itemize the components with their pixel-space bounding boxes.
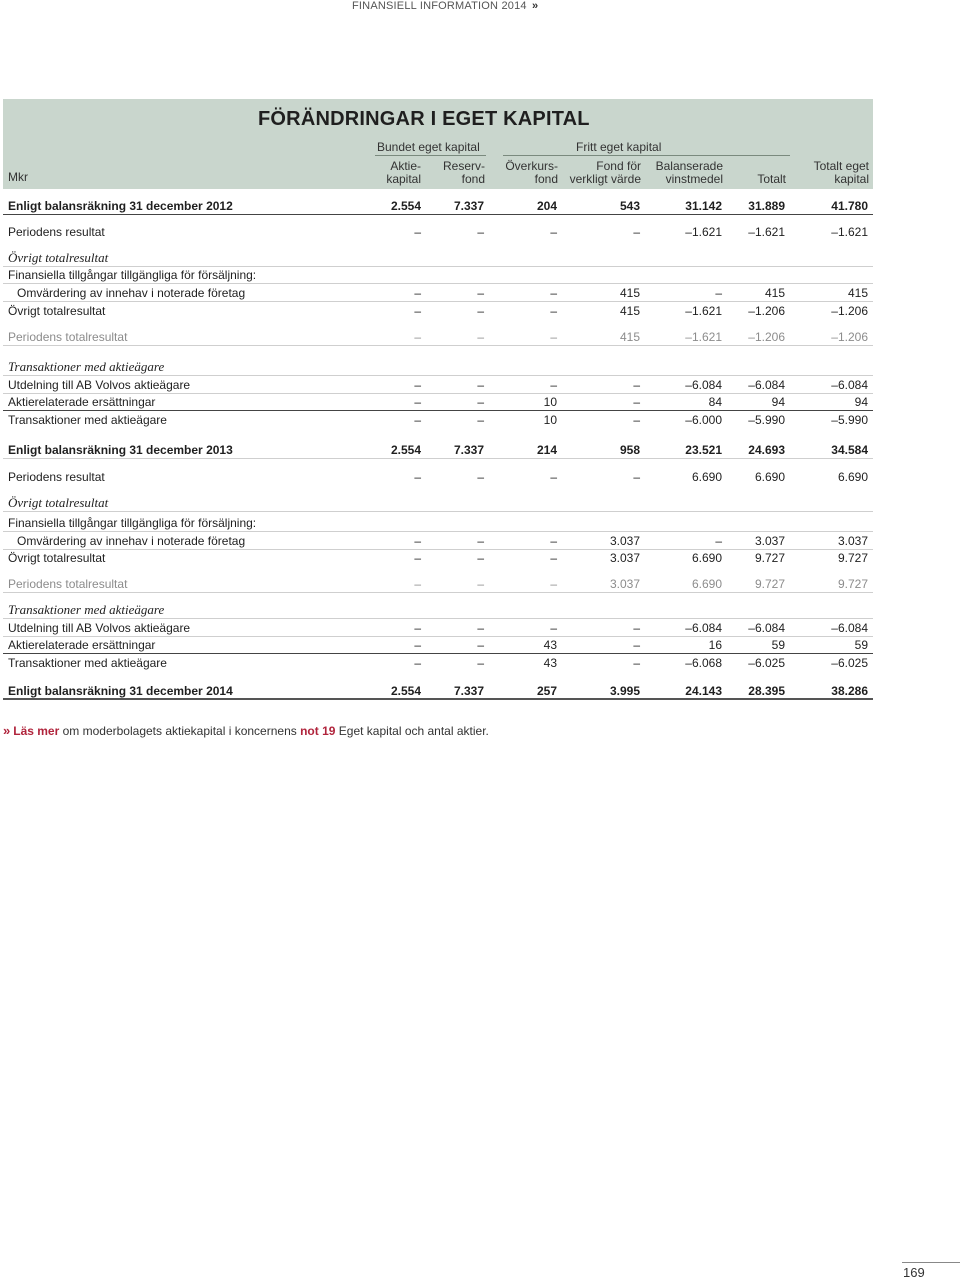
- table-row: [3, 682, 873, 700]
- row-label: Aktierelaterade ersättningar: [8, 395, 156, 409]
- cell-fond-verkligt-varde: –: [633, 656, 640, 670]
- cell-fond-verkligt-varde: 415: [619, 286, 640, 300]
- cell-totalt-eget-kapital: 38.286: [831, 684, 868, 698]
- cell-totalt: 415: [764, 286, 785, 300]
- table-row: [3, 494, 873, 512]
- cell-totalt-eget-kapital: 9.727: [837, 551, 868, 565]
- cell-reservfond: 7.337: [453, 684, 484, 698]
- cell-totalt: 28.395: [748, 684, 785, 698]
- cell-fond-verkligt-varde: –: [633, 638, 640, 652]
- cell-totalt: 59: [771, 638, 785, 652]
- cell-totalt-eget-kapital: –6.084: [831, 621, 868, 635]
- row-label: Periodens resultat: [8, 225, 105, 239]
- cell-balanserade-vinstmedel: 16: [708, 638, 722, 652]
- table-row: [3, 514, 873, 532]
- cell-totalt: –1.206: [748, 304, 785, 318]
- col-header-totalt: Totalt: [757, 172, 786, 186]
- cell-aktiekapital: –: [414, 534, 421, 548]
- cell-overkursfond: 10: [543, 395, 557, 409]
- cell-fond-verkligt-varde: –: [633, 413, 640, 427]
- group-fritt-label: Fritt eget kapital: [576, 140, 662, 154]
- table-row: [3, 654, 873, 672]
- cell-totalt: 9.727: [754, 551, 785, 565]
- cell-balanserade-vinstmedel: 6.690: [691, 551, 722, 565]
- cell-totalt-eget-kapital: –1.206: [831, 330, 868, 344]
- cell-fond-verkligt-varde: –: [633, 621, 640, 635]
- cell-totalt: 24.693: [748, 443, 785, 457]
- cell-overkursfond: –: [550, 330, 557, 344]
- cell-totalt-eget-kapital: –5.990: [831, 413, 868, 427]
- cell-fond-verkligt-varde: 3.037: [609, 534, 640, 548]
- col-header-balanserade-vinstmedel: Balanserade vinstmedel: [655, 159, 723, 186]
- cell-balanserade-vinstmedel: –6.084: [685, 378, 722, 392]
- cell-totalt: 3.037: [754, 534, 785, 548]
- cell-totalt: –6.084: [748, 378, 785, 392]
- cell-totalt-eget-kapital: –6.025: [831, 656, 868, 670]
- cell-overkursfond: –: [550, 225, 557, 239]
- cell-aktiekapital: –: [414, 656, 421, 670]
- cell-overkursfond: –: [550, 304, 557, 318]
- cell-aktiekapital: –: [414, 577, 421, 591]
- double-chevron-right-icon: »: [531, 0, 539, 12]
- cell-totalt-eget-kapital: –1.621: [831, 225, 868, 239]
- cell-totalt-eget-kapital: 9.727: [837, 577, 868, 591]
- cell-aktiekapital: –: [414, 225, 421, 239]
- cell-balanserade-vinstmedel: –1.621: [685, 304, 722, 318]
- cell-overkursfond: –: [550, 577, 557, 591]
- table-row: [3, 223, 873, 241]
- table-row: [3, 393, 873, 411]
- cell-aktiekapital: –: [414, 413, 421, 427]
- cell-overkursfond: 10: [543, 413, 557, 427]
- table-row: [3, 284, 873, 302]
- page-title: FÖRÄNDRINGAR I EGET KAPITAL: [258, 108, 590, 130]
- cell-fond-verkligt-varde: 415: [619, 304, 640, 318]
- cell-totalt-eget-kapital: 59: [854, 638, 868, 652]
- cell-reservfond: –: [477, 413, 484, 427]
- col-header-reservfond: Reserv- fond: [442, 159, 485, 186]
- row-label: Övrigt totalresultat: [8, 304, 106, 318]
- cell-aktiekapital: 2.554: [390, 199, 421, 213]
- cell-totalt-eget-kapital: 415: [847, 286, 868, 300]
- cell-aktiekapital: –: [414, 551, 421, 565]
- group-bundet-divider: [375, 155, 486, 156]
- table-row: [3, 411, 873, 429]
- row-label: Enligt balansräkning 31 december 2014: [8, 684, 233, 698]
- table-row: [3, 302, 873, 320]
- row-label: Utdelning till AB Volvos aktieägare: [8, 378, 191, 392]
- cell-fond-verkligt-varde: 3.037: [609, 577, 640, 591]
- cell-fond-verkligt-varde: 3.995: [609, 684, 640, 698]
- cell-overkursfond: –: [550, 286, 557, 300]
- cell-balanserade-vinstmedel: 23.521: [685, 443, 722, 457]
- cell-reservfond: –: [477, 656, 484, 670]
- row-label: Periodens totalresultat: [8, 577, 128, 591]
- note-reference-link[interactable]: not 19: [300, 724, 336, 738]
- cell-aktiekapital: –: [414, 378, 421, 392]
- cell-balanserade-vinstmedel: –6.000: [685, 413, 722, 427]
- cell-totalt-eget-kapital: 6.690: [837, 470, 868, 484]
- cell-totalt: 6.690: [754, 470, 785, 484]
- running-header: [352, 0, 538, 12]
- cell-balanserade-vinstmedel: –1.621: [685, 330, 722, 344]
- cell-reservfond: –: [477, 534, 484, 548]
- cell-aktiekapital: –: [414, 395, 421, 409]
- running-header-text: FINANSIELL INFORMATION 2014: [352, 0, 527, 12]
- cell-fond-verkligt-varde: –: [633, 470, 640, 484]
- footnote-middle: om moderbolagets aktiekapital i koncernens: [62, 724, 297, 738]
- row-label: Transaktioner med aktieägare: [8, 656, 167, 670]
- row-label: Övrigt totalresultat: [8, 551, 106, 565]
- group-fritt-divider: [503, 155, 790, 156]
- cell-fond-verkligt-varde: 958: [619, 443, 640, 457]
- row-label: Omvärdering av innehav i noterade företag: [17, 286, 246, 300]
- table-row: [3, 376, 873, 394]
- cell-totalt-eget-kapital: 34.584: [831, 443, 868, 457]
- cell-fond-verkligt-varde: 543: [619, 199, 640, 213]
- table-row: [3, 249, 873, 267]
- page-number-rule: [902, 1262, 960, 1263]
- mkr-label: Mkr: [8, 170, 28, 184]
- cell-balanserade-vinstmedel: 84: [708, 395, 722, 409]
- row-label: Övrigt totalresultat: [8, 250, 109, 265]
- cell-aktiekapital: –: [414, 304, 421, 318]
- cell-balanserade-vinstmedel: –1.621: [685, 225, 722, 239]
- double-chevron-right-icon: »: [3, 723, 11, 738]
- footnote: [3, 723, 489, 738]
- cell-reservfond: –: [477, 638, 484, 652]
- row-label: Finansiella tillgångar tillgängliga för försäljning:: [8, 268, 257, 282]
- cell-balanserade-vinstmedel: 6.690: [691, 470, 722, 484]
- cell-reservfond: 7.337: [453, 443, 484, 457]
- cell-aktiekapital: –: [414, 638, 421, 652]
- table-row: [3, 197, 873, 215]
- cell-overkursfond: –: [550, 470, 557, 484]
- row-label: Periodens totalresultat: [8, 330, 128, 344]
- cell-aktiekapital: 2.554: [390, 443, 421, 457]
- row-label: Finansiella tillgångar tillgängliga för försäljning:: [8, 516, 257, 530]
- cell-reservfond: –: [477, 395, 484, 409]
- col-header-overkursfond: Överkurs- fond: [505, 159, 558, 186]
- cell-fond-verkligt-varde: –: [633, 225, 640, 239]
- cell-overkursfond: 257: [536, 684, 557, 698]
- cell-fond-verkligt-varde: 415: [619, 330, 640, 344]
- cell-totalt-eget-kapital: –6.084: [831, 378, 868, 392]
- col-header-fond-verkligt-varde: Fond för verkligt värde: [569, 159, 641, 186]
- row-label: Transaktioner med aktieägare: [8, 602, 165, 617]
- table-row: [3, 441, 873, 459]
- table-row: [3, 358, 873, 376]
- cell-balanserade-vinstmedel: 6.690: [691, 577, 722, 591]
- cell-totalt-eget-kapital: 41.780: [831, 199, 868, 213]
- cell-aktiekapital: 2.554: [390, 684, 421, 698]
- cell-overkursfond: 43: [543, 656, 557, 670]
- row-label: Enligt balansräkning 31 december 2012: [8, 199, 233, 213]
- row-label: Övrigt totalresultat: [8, 495, 109, 510]
- cell-totalt: –6.084: [748, 621, 785, 635]
- cell-overkursfond: –: [550, 378, 557, 392]
- cell-totalt-eget-kapital: 94: [854, 395, 868, 409]
- cell-fond-verkligt-varde: –: [633, 378, 640, 392]
- footnote-tail: Eget kapital och antal aktier.: [338, 724, 489, 738]
- cell-reservfond: –: [477, 621, 484, 635]
- page-number: 169: [903, 1265, 925, 1280]
- row-label: Enligt balansräkning 31 december 2013: [8, 443, 233, 457]
- cell-balanserade-vinstmedel: –: [715, 534, 722, 548]
- cell-reservfond: –: [477, 577, 484, 591]
- cell-balanserade-vinstmedel: –: [715, 286, 722, 300]
- table-row: [3, 619, 873, 637]
- col-header-totalt-eget-kapital: Totalt eget kapital: [813, 159, 869, 186]
- cell-overkursfond: –: [550, 534, 557, 548]
- row-label: Transaktioner med aktieägare: [8, 413, 167, 427]
- cell-fond-verkligt-varde: 3.037: [609, 551, 640, 565]
- cell-overkursfond: 214: [536, 443, 557, 457]
- cell-totalt: 9.727: [754, 577, 785, 591]
- cell-aktiekapital: –: [414, 621, 421, 635]
- cell-totalt: –5.990: [748, 413, 785, 427]
- cell-reservfond: –: [477, 330, 484, 344]
- cell-totalt: 94: [771, 395, 785, 409]
- cell-aktiekapital: –: [414, 470, 421, 484]
- cell-balanserade-vinstmedel: 24.143: [685, 684, 722, 698]
- row-label: Utdelning till AB Volvos aktieägare: [8, 621, 191, 635]
- cell-balanserade-vinstmedel: 31.142: [685, 199, 722, 213]
- group-bundet-label: Bundet eget kapital: [377, 140, 480, 154]
- cell-fond-verkligt-varde: –: [633, 395, 640, 409]
- cell-aktiekapital: –: [414, 286, 421, 300]
- col-header-aktiekapital: Aktie- kapital: [386, 159, 421, 186]
- cell-reservfond: –: [477, 225, 484, 239]
- cell-reservfond: –: [477, 470, 484, 484]
- cell-totalt: –6.025: [748, 656, 785, 670]
- cell-totalt-eget-kapital: –1.206: [831, 304, 868, 318]
- cell-reservfond: –: [477, 551, 484, 565]
- table-row: [3, 266, 873, 284]
- read-more-link[interactable]: Läs mer: [13, 724, 60, 738]
- cell-overkursfond: –: [550, 621, 557, 635]
- cell-overkursfond: 43: [543, 638, 557, 652]
- cell-reservfond: –: [477, 286, 484, 300]
- cell-balanserade-vinstmedel: –6.068: [685, 656, 722, 670]
- table-row: [3, 468, 873, 486]
- cell-totalt: –1.206: [748, 330, 785, 344]
- table-row: [3, 575, 873, 593]
- cell-totalt: 31.889: [748, 199, 785, 213]
- table-row: [3, 549, 873, 567]
- cell-reservfond: –: [477, 378, 484, 392]
- row-label: Aktierelaterade ersättningar: [8, 638, 156, 652]
- cell-overkursfond: 204: [536, 199, 557, 213]
- cell-overkursfond: –: [550, 551, 557, 565]
- table-row: [3, 636, 873, 654]
- table-row: [3, 532, 873, 550]
- row-label: Omvärdering av innehav i noterade företag: [17, 534, 246, 548]
- cell-reservfond: –: [477, 304, 484, 318]
- table-row: [3, 601, 873, 619]
- cell-aktiekapital: –: [414, 330, 421, 344]
- cell-totalt: –1.621: [748, 225, 785, 239]
- cell-reservfond: 7.337: [453, 199, 484, 213]
- table-row: [3, 328, 873, 346]
- cell-totalt-eget-kapital: 3.037: [837, 534, 868, 548]
- row-label: Transaktioner med aktieägare: [8, 359, 165, 374]
- cell-balanserade-vinstmedel: –6.084: [685, 621, 722, 635]
- row-label: Periodens resultat: [8, 470, 105, 484]
